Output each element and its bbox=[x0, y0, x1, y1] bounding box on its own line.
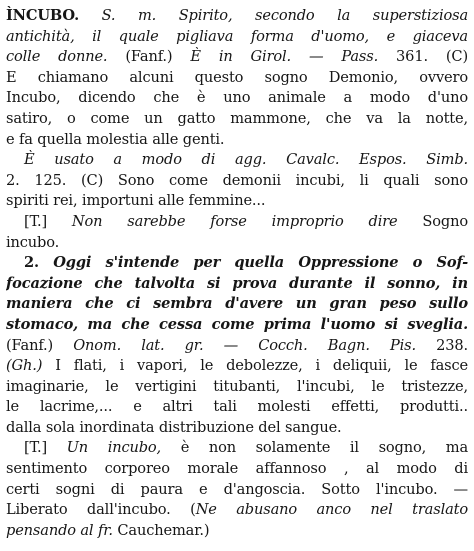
text-run: (Gh.) bbox=[6, 357, 56, 375]
text-line bbox=[6, 356, 468, 377]
text-run: 238. bbox=[415, 336, 468, 354]
text-line bbox=[6, 274, 468, 295]
text-line bbox=[6, 397, 468, 418]
text-run: 361. (C) bbox=[378, 48, 468, 66]
text-run: Cauchemar.) bbox=[112, 521, 210, 539]
text-line bbox=[6, 521, 468, 542]
text-run: Incubo, dicendo che è uno animale a modo d'uno bbox=[6, 89, 468, 107]
text-line bbox=[6, 480, 468, 501]
text-run: sentimento corporeo morale affannoso , al modo di bbox=[6, 460, 468, 478]
text-run: [T.] bbox=[24, 439, 67, 457]
text-run: Onom. lat. gr. — Cocch. Bagn. Pis. bbox=[73, 336, 416, 354]
text-line bbox=[6, 27, 468, 48]
text-run: S. m. Spirito, secondo la superstiziosa bbox=[79, 7, 468, 24]
text-run: Sogno bbox=[397, 212, 468, 230]
text-run: I flati, i vapori, le debolezze, i deliquii, le fasce bbox=[55, 357, 468, 375]
text-run: È usato a modo di agg. Cavalc. Espos. Simb. bbox=[24, 151, 468, 169]
text-run: stomaco, ma che cessa come prima l'uomo si sveglia. bbox=[6, 315, 468, 333]
text-run: incubo. bbox=[6, 233, 60, 251]
text-run: e fa quella molestia alle genti. bbox=[6, 130, 225, 148]
text-run: le lacrime,... e altri tali molesti effetti, produtti.. bbox=[6, 398, 468, 416]
text-run: certi sogni di paura e d'angoscia. Sotto l'incubo. — bbox=[6, 480, 468, 498]
text-line bbox=[6, 253, 468, 274]
text-run: È in Girol. — Pass. bbox=[190, 48, 379, 66]
text-line bbox=[6, 150, 468, 171]
text-run: [T.] bbox=[24, 212, 72, 230]
text-run: Ne abusano anco nel traslato bbox=[195, 501, 468, 519]
text-line bbox=[6, 418, 468, 439]
text-run: Un incubo, bbox=[66, 439, 162, 457]
text-line bbox=[6, 315, 468, 336]
text-run: (Fanf.) bbox=[6, 336, 74, 354]
text-line bbox=[6, 294, 468, 315]
text-line bbox=[6, 6, 468, 27]
text-line bbox=[6, 459, 468, 480]
text-run: focazione che talvolta si prova durante il sonno, in bbox=[6, 274, 468, 292]
text-run: è non solamente il sogno, ma bbox=[161, 439, 468, 457]
text-line bbox=[6, 377, 468, 398]
text-run: ÌNCUBO. bbox=[6, 7, 80, 24]
text-run: E chiamano alcuni questo sogno Demonio, ovvero bbox=[6, 68, 468, 86]
text-run: dalla sola inordinata distribuzione del sangue. bbox=[6, 418, 342, 436]
text-run: satiro, o come un gatto mammone, che va la notte, bbox=[6, 109, 468, 127]
text-run: pensando al fr. bbox=[6, 521, 113, 539]
text-run: antichità, il quale pigliava forma d'uomo, e giaceva bbox=[6, 27, 468, 45]
text-line bbox=[6, 191, 468, 212]
text-run: imaginarie, le vertigini titubanti, l'incubi, le tristezze, bbox=[6, 377, 468, 395]
text-run: Non sarebbe forse improprio dire bbox=[71, 212, 398, 230]
text-run: spiriti rei, importuni alle femmine... bbox=[6, 192, 266, 210]
text-line bbox=[6, 212, 468, 233]
text-line bbox=[6, 68, 468, 89]
text-line bbox=[6, 88, 468, 109]
text-run: 2. 125. (C) Sono come demonii incubi, li quali sono bbox=[6, 171, 468, 189]
text-run: colle donne. bbox=[6, 48, 126, 66]
text-line bbox=[6, 500, 468, 521]
text-run: Oggi s'intende per quella Oppressione o Sof- bbox=[53, 254, 468, 272]
text-line bbox=[6, 47, 468, 68]
text-line bbox=[6, 109, 468, 130]
dictionary-entry bbox=[6, 6, 468, 541]
text-line bbox=[6, 130, 468, 151]
text-line bbox=[6, 233, 468, 254]
text-run: (Fanf.) bbox=[125, 48, 191, 66]
text-run: maniera che ci sembra d'avere un gran peso sullo bbox=[6, 295, 468, 313]
text-run: 2. bbox=[24, 254, 54, 272]
text-line bbox=[6, 336, 468, 357]
text-line bbox=[6, 171, 468, 192]
text-run: Liberato dall'incubo. ( bbox=[6, 501, 196, 519]
text-line bbox=[6, 438, 468, 459]
